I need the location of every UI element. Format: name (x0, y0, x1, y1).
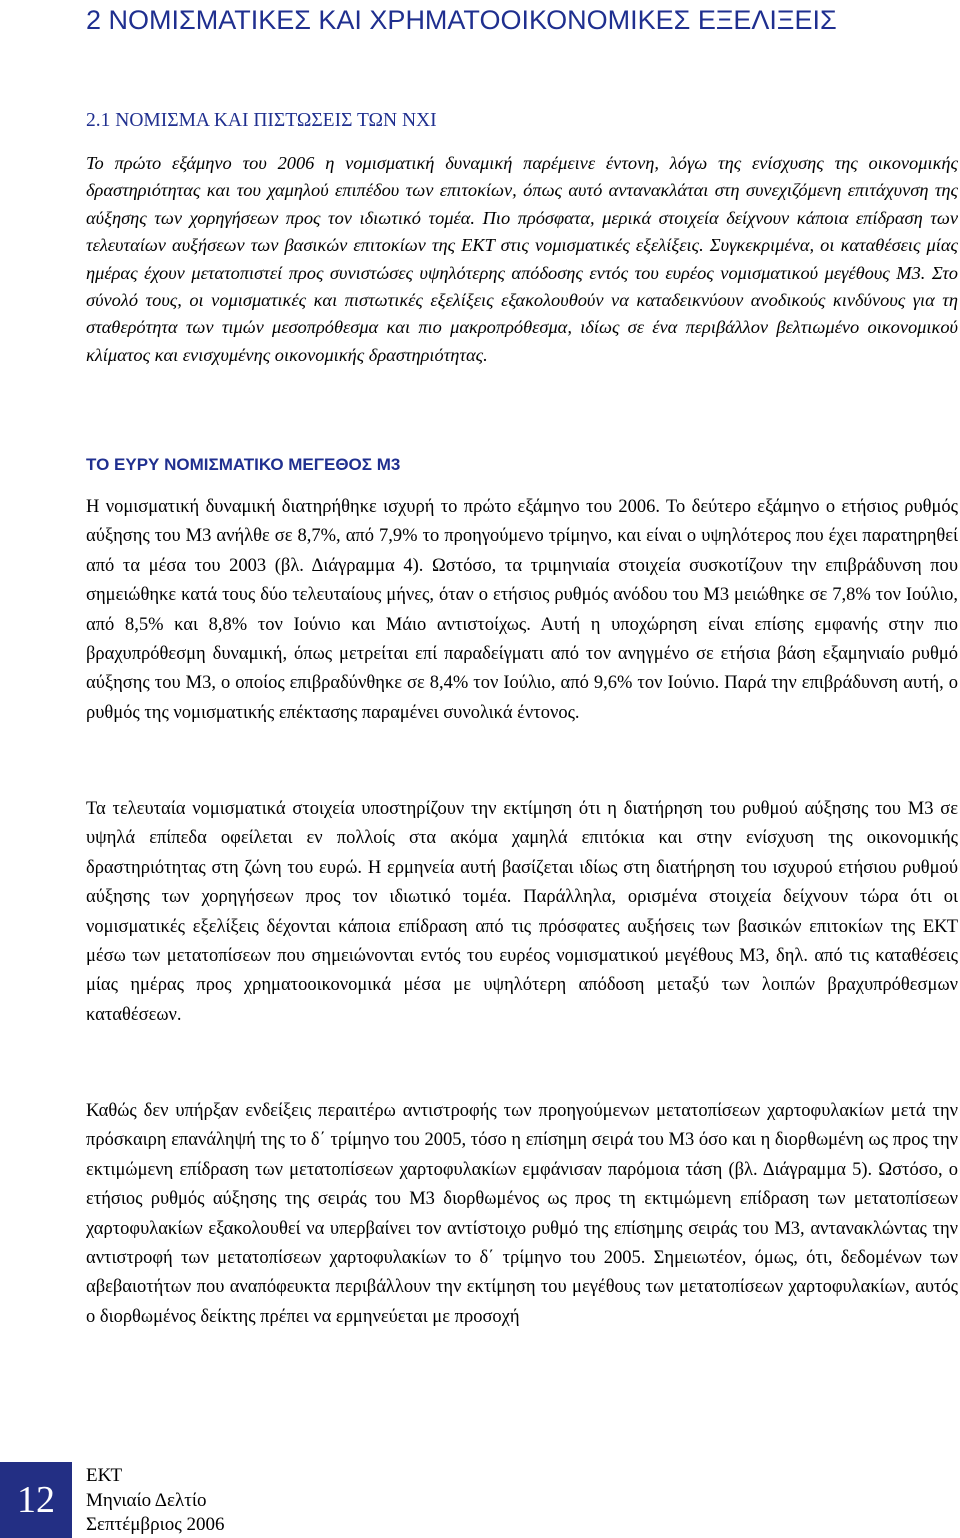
footer-publisher: ΕΚΤ (86, 1465, 123, 1486)
section-title: 2.1 ΝΟΜΙΣΜΑ ΚΑΙ ΠΙΣΤΩΣΕΙΣ ΤΩΝ ΝΧΙ (86, 110, 437, 131)
body-paragraph-2: Τα τελευταία νομισματικά στοιχεία υποστηρίζουν την εκτίμηση ότι η διατήρηση του ρυθμού αύξησης του Μ3 σε υψηλά επίπεδα οφείλεται εν πολλοίς στα ακόμα χαμηλά επιτόκια και στην ενίσχυση της οικονομικής δραστηριότητας στη ζώνη του ευρώ. Η ερμηνεία αυτή βασίζεται ιδίως στη διατήρηση του ισχυρού ετήσιου ρυθμού αύξησης των χορηγήσεων προς τον ιδιωτικό τομέα. Παράλληλα, ορισμένα στοιχεία δείχνουν τώρα ότι οι νομισματικές εξελίξεις δέχονται κάποια επίδραση από τις πρόσφατες αυξήσεις των βασικών επιτοκίων της ΕΚΤ μέσω των μετατοπίσεων που σημειώνονται εντός του ευρέος νομισματικού μεγέθους Μ3, δηλ. από τις καταθέσεις μίας ημέρας προς χρηματοοικονομικά μέσα με υψηλότερη απόδοση μεταξύ των λοιπών βραχυπρόθεσμων καταθέσεων. (86, 799, 958, 1025)
footer-publication: Μηνιαίο Δελτίο (86, 1489, 207, 1511)
page-number: 12 (0, 1462, 72, 1538)
subsection-heading: ΤΟ ΕΥΡΥ ΝΟΜΙΣΜΑΤΙΚΟ ΜΕΓΕΘΟΣ Μ3 (86, 455, 401, 474)
summary-paragraph: Το πρώτο εξάμηνο του 2006 η νομισματική δυναμική παρέμεινε έντονη, λόγω της ενίσχυσης της οικονομικής δραστηριότητας και του χαμηλού επιπέδου των επιτοκίων, όπως αυτό αντανακλάται στη συνεχιζόμενη επιτάχυνση της αύξησης των χορηγήσεων προς τον ιδιωτικό τομέα. Πιο πρόσφατα, μερικά στοιχεία δείχνουν κάποια επίδραση των τελευταίων αυξήσεων των βασικών επιτοκίων της ΕΚΤ στις νομισματικές εξελίξεις. Συγκεκριμένα, οι καταθέσεις μίας ημέρας έχουν μετατοπιστεί προς συνιστώσες υψηλότερης απόδοσης εντός του ευρέος νομισματικού μεγέθους Μ3. Στο σύνολό τους, οι νομισματικές και πιστωτικές εξελίξεις εξακολουθούν να καταδεικνύουν ανοδικούς κινδύνους για τη σταθερότητα των τιμών μεσοπρόθεσμα και πιο μακροπρόθεσμα, ιδίως σε ένα περιβάλλον βελτιωμένο οικονομικού κλίματος και ενισχυμένης οικονομικής δραστηριότητας. (86, 153, 958, 365)
chapter-title: 2 ΝΟΜΙΣΜΑΤΙΚΕΣ ΚΑΙ ΧΡΗΜΑΤΟΟΙΚΟΝΟΜΙΚΕΣ ΕΞΕΛΙΞΕΙΣ (86, 5, 837, 35)
body-paragraph-3: Καθώς δεν υπήρξαν ενδείξεις περαιτέρω αντιστροφής των προηγούμενων μετατοπίσεων χαρτοφυλακίων μετά την πρόσκαιρη επανάληψή της το δ΄ τρίμηνο του 2005, τόσο η επίσημη σειρά του Μ3 όσο και η διορθωμένη ως προς την εκτιμώμενη επίδραση των μετατοπίσεων χαρτοφυλακίων εμφάνισαν παρόμοια τάση (βλ. Διάγραμμα 5). Ωστόσο, ο ετήσιος ρυθμός αύξησης της σειράς του Μ3 διορθωμένος ως προς τη εκτιμώμενη επίδραση των μετατοπίσεων χαρτοφυλακίων εξακολουθεί να υπερβαίνει τον αντίστοιχο ρυθμό της επίσημης σειράς του Μ3, αντανακλώντας την αντιστροφή των μετατοπίσεων χαρτοφυλακίων το δ΄ τρίμηνο του 2005. Σημειωτέον, όμως, ότι, δεδομένων των αβεβαιοτήτων που αναπόφευκτα περιβάλλουν την εκτίμηση του μεγέθους των μετατοπίσεων χαρτοφυλακίων, αυτός ο διορθωμένος δείκτης πρέπει να ερμηνεύεται με προσοχή (86, 1101, 958, 1327)
footer (86, 1464, 224, 1538)
footer-date: Σεπτέμβριος 2006 (86, 1514, 225, 1535)
body-paragraph-1: Η νομισματική δυναμική διατηρήθηκε ισχυρή το πρώτο εξάμηνο του 2006. Το δεύτερο εξάμηνο ο ετήσιος ρυθμός αύξησης του Μ3 ανήλθε σε 8,7%, από 7,9% το προηγούμενο τρίμηνο, και είναι ο υψηλότερος που έχει παρατηρηθεί από τα μέσα του 2003 (βλ. Διάγραμμα 4). Ωστόσο, τα τριμηνιαία στοιχεία συσκοτίζουν την επιβράδυνση που σημειώθηκε κατά τους δύο τελευταίους μήνες, όταν ο ετήσιος ρυθμός ανόδου του Μ3 μειώθηκε σε 7,8% τον Ιούλιο, από 8,5% και 8,8% τον Ιούνιο και Μάιο αντιστοίχως. Αυτή η υποχώρηση είναι επίσης εμφανής στην πιο βραχυπρόθεσμη δυναμική, όπως μετρείται επί παραδείγματι από τον ανηγμένο σε ετήσια βάση εξαμηνιαίο ρυθμό αύξησης του Μ3, ο οποίος επιβραδύνθηκε σε 8,4% τον Ιούλιο, από 9,6% τον Ιούνιο. Παρά την επιβράδυνση αυτή, ο ρυθμός της νομισματικής επέκτασης παραμένει συνολικά έντονος. (86, 497, 958, 723)
